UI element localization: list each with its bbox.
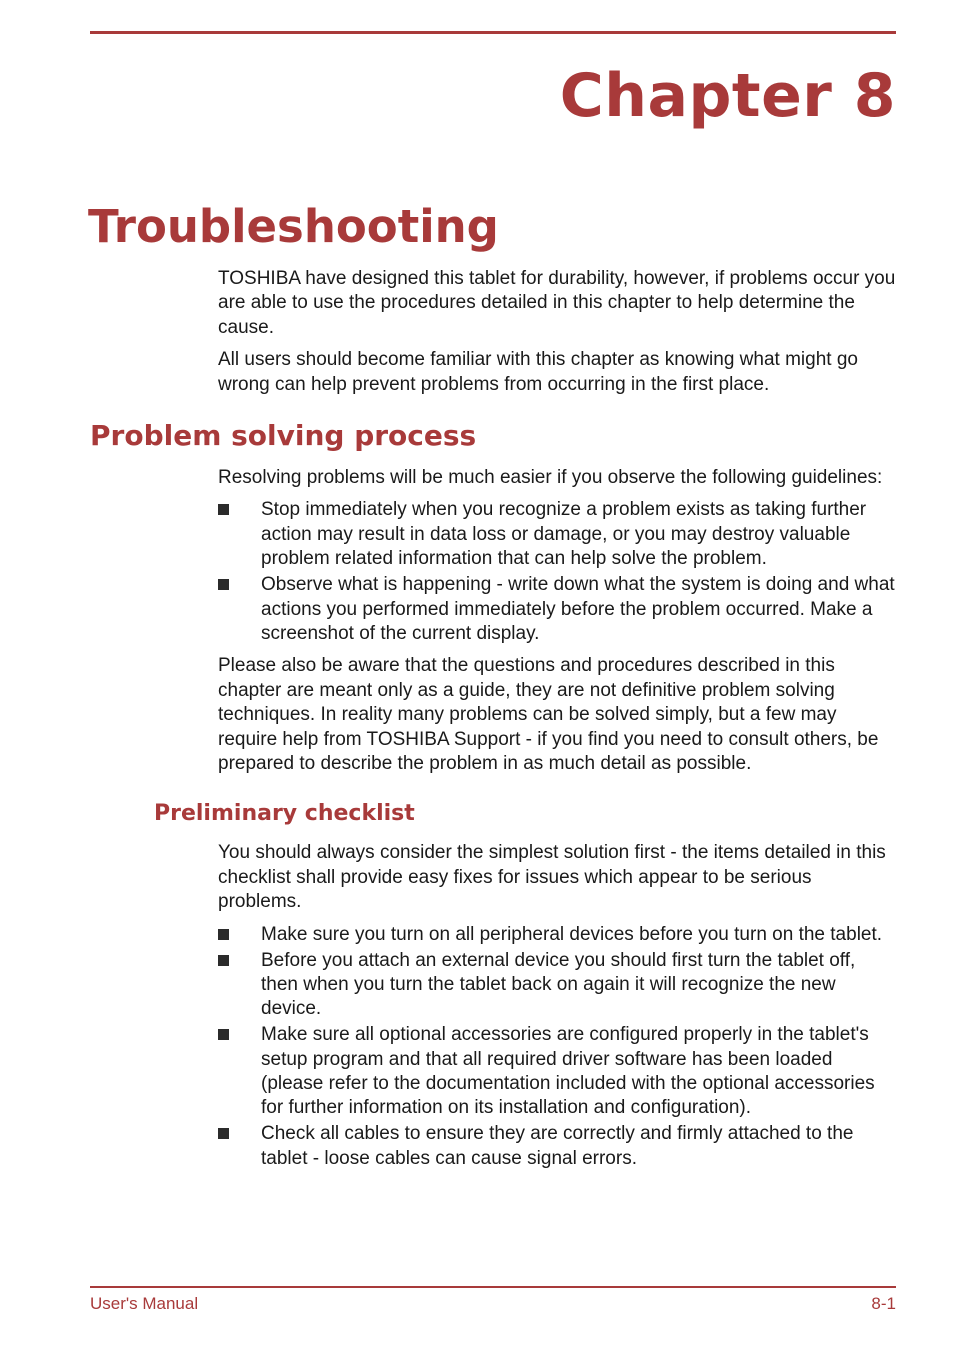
list-item bbox=[90, 1023, 896, 1121]
list-item-text: Stop immediately when you recognize a problem exists as taking further action may result in data loss or damage, or you may destroy valuable problem related information that can help solve the problem. bbox=[261, 499, 867, 570]
square-bullet-icon bbox=[218, 929, 229, 940]
list-item bbox=[90, 1122, 896, 1171]
footer-page-number: 8-1 bbox=[871, 1294, 896, 1313]
list-item bbox=[90, 498, 896, 571]
footer-rule bbox=[90, 1286, 896, 1288]
square-bullet-icon bbox=[218, 1128, 229, 1139]
subsection-lead: You should always consider the simplest solution first - the items detailed in this checklist shall provide easy fixes for issues which appear to be serious problems. bbox=[218, 842, 886, 913]
footer-manual-title: User's Manual bbox=[90, 1294, 199, 1313]
list-item bbox=[90, 949, 896, 1022]
subsection-heading-checklist: Preliminary checklist bbox=[154, 801, 415, 827]
guideline-list bbox=[90, 498, 896, 646]
top-rule bbox=[90, 31, 896, 34]
square-bullet-icon bbox=[218, 579, 229, 590]
list-item-text: Before you attach an external device you should first turn the tablet off, then when you turn the tablet back on again it will recognize the new device. bbox=[261, 949, 856, 1020]
list-item-text: Make sure all optional accessories are configured properly in the tablet's setup program and that all required driver software has been loaded (please refer to the documentation included with the optional accessories for further information on its installation and configuration). bbox=[261, 1024, 875, 1119]
list-item bbox=[90, 573, 896, 646]
square-bullet-icon bbox=[218, 1029, 229, 1040]
list-item-text: Check all cables to ensure they are correctly and firmly attached to the tablet - loose cables can cause signal errors. bbox=[261, 1123, 854, 1169]
list-item-text: Observe what is happening - write down what the system is doing and what actions you performed immediately before the problem occurred. Make a screenshot of the current display. bbox=[261, 574, 895, 644]
section-lead: Resolving problems will be much easier if you observe the following guidelines: bbox=[218, 467, 883, 489]
square-bullet-icon bbox=[218, 504, 229, 515]
list-item bbox=[90, 923, 896, 947]
list-item-text: Make sure you turn on all peripheral devices before you turn on the tablet. bbox=[261, 923, 883, 945]
square-bullet-icon bbox=[218, 955, 229, 966]
checklist-list bbox=[90, 923, 896, 1172]
intro-paragraph: All users should become familiar with this chapter as knowing what might go wrong can help prevent problems from occurring in the first place. bbox=[218, 349, 858, 395]
section-note: Please also be aware that the questions and procedures described in this chapter are meant only as a guide, they are not definitive problem solving techniques. In reality many problems can be solved simply, but a few may require help from TOSHIBA Support - if you find you need to consult others, be prepared to describe the problem in as much detail as possible. bbox=[218, 655, 879, 774]
page-content bbox=[90, 267, 896, 1179]
chapter-title: Chapter 8 bbox=[559, 61, 896, 131]
section-heading-problem-solving: Problem solving process bbox=[90, 419, 477, 453]
page-title: Troubleshooting bbox=[88, 200, 499, 253]
intro-paragraph: TOSHIBA have designed this tablet for durability, however, if problems occur you are able to use the procedures detailed in this chapter to help determine the cause. bbox=[218, 268, 896, 338]
